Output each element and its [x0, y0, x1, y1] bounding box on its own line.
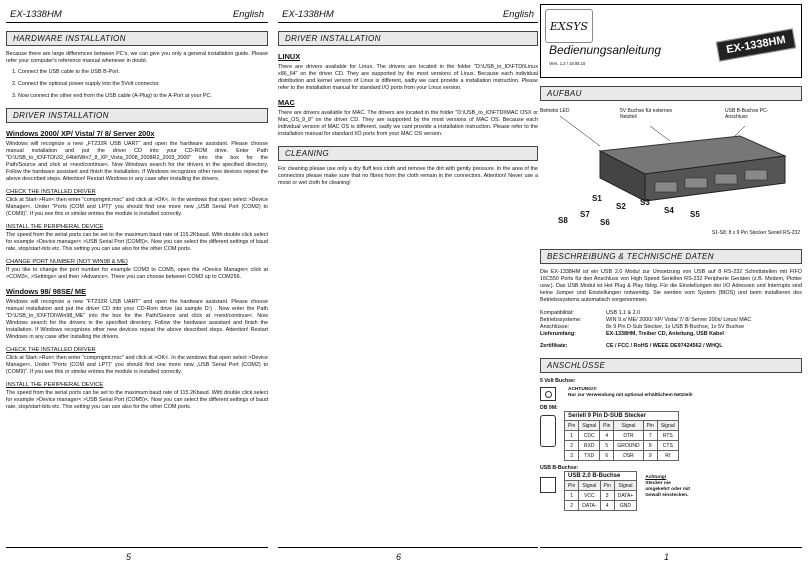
version-label: Vers. 1.2 / 18.08.15 — [549, 61, 586, 66]
usb-table-wrap — [564, 471, 637, 511]
table-cell: 4 — [600, 431, 614, 441]
table-header: Signal — [579, 421, 600, 431]
table-cell: 4 — [600, 501, 614, 511]
leader-line — [650, 126, 670, 141]
table-cell: DTR — [614, 431, 643, 441]
page-6 — [278, 0, 538, 570]
spec-key: Betriebssysteme: — [540, 317, 582, 323]
cert-row — [540, 343, 802, 350]
footer-rule — [6, 547, 268, 548]
subsection-title: Windows 98/ 98SE/ ME — [6, 287, 87, 296]
volt-block — [540, 387, 802, 401]
port-label: S1 — [592, 194, 602, 203]
subsection-title: CHANGE PORT NUMBER (NOT WIN98 & ME) — [6, 259, 128, 265]
body-text: There are drivers available for Linux. The drivers are located in the folder "D:\USB_to_IO\FTDI\Linux x86_64" on the driver CD. They are supported by the most versions of Linux. Because each individual distribution and kernel version of Linux is different, sadly we cant provide a installation instruction. Please refer to the installation manual for standard I/O ports from your Linux version. — [278, 64, 538, 91]
usb-note-title: Achtung! — [645, 475, 667, 480]
table-cell: CDC — [579, 431, 600, 441]
section-title: DRIVER INSTALLATION — [6, 108, 268, 123]
led-label: Betriebs LED — [540, 108, 570, 114]
port-connector — [685, 178, 707, 188]
body-text: Click at Start->Run< then enter "compmgmt.msc" and click at >OK<. In the windows that open select >Device Manager<. Under "Ports (COM and LPT)" you should find one more new „USB Serial Port (COM2) to (COM9)“. If you see this or similar entries the module is installed correctly. — [6, 355, 268, 375]
spec-list — [540, 310, 802, 350]
title-block — [540, 4, 802, 78]
power-label: 5V Buchse für externes Netzteil — [620, 108, 672, 120]
ports-caption: S1-S8: 8 x 9 Pin Stecker Seriell RS-232 — [711, 230, 800, 236]
usb-b-label: USB B-Buchse: — [540, 465, 579, 471]
body-text: Windows will recognize a new "FT232R USB UART" and open the hardware assistant. Please choose manual installation and put the driver CD into your CD-Rom drive (as sample D:) . Now enter the Path "D:\USB_to_IO\FTDI\Win98_ME" into the box for the Path/Source and click at >next/continue<. Now Windows search for the drivers in the specified directory. Follow the hardware assistant and finish the installation. If Windows recognizes other new devices repeat the above described steps. Attention! Restart Windows in any case after installing the drivers. — [6, 299, 268, 340]
usb-block — [540, 471, 802, 511]
table-cell: 6 — [600, 451, 614, 461]
table-header: Pin — [565, 481, 579, 491]
table-row — [565, 441, 679, 451]
spec-value: WIN 9.x/ ME/ 2000/ XP/ Vista/ 7/ 8/ Server 200x/ Linux/ MAC — [606, 317, 752, 323]
subsection-title: CHECK THE INSTALLED DRIVER — [6, 347, 96, 353]
table-cell: DSR — [614, 451, 643, 461]
table-cell: 5 — [600, 441, 614, 451]
spec-key: Kompatibilität: — [540, 310, 574, 316]
table-row — [565, 501, 637, 511]
table-row — [565, 431, 679, 441]
volt-note-title: ACHTUNG!!! — [568, 387, 597, 392]
table-row — [565, 491, 637, 501]
leader-line — [560, 116, 600, 146]
model-stamp: EX-1338HM — [716, 28, 796, 61]
spec-row — [540, 310, 802, 317]
usb-table-caption: USB 2.0 B-Buchse — [564, 471, 637, 480]
body-text: The speed from the serial ports can be set to the maximum baud rate of 115.2Kbaud. With double click select for example >Device manager< >USB Serial Port (COM5)<. Now you can select the different settings of baud rate, stop/start-bits etc. This setting you can use also for the other COM ports. — [6, 232, 268, 252]
language-label: English — [502, 9, 534, 20]
cert-value: CE / FCC / RoHS / WEEE DE97424562 / WHQL — [606, 343, 723, 349]
step-item: 3. Now connect the other end from the USB cable (A-Plug) to the A-Port at your PC. — [18, 93, 268, 100]
doc-title: Bedienungsanleitung — [549, 43, 662, 57]
table-row — [565, 451, 679, 461]
page-1 — [540, 0, 802, 570]
step-item: 1. Connect the USB cable to the USB B-Port. — [18, 69, 268, 76]
port-label: S6 — [600, 218, 610, 227]
table-cell: DATA+ — [614, 491, 637, 501]
exsys-logo: EXSYS — [545, 9, 593, 43]
page-number: 5 — [126, 552, 132, 562]
section-title: BESCHREIBUNG & TECHNISCHE DATEN — [540, 249, 802, 264]
spec-key: Lieferumfang: — [540, 331, 576, 337]
intro-text: Because there are large differences between PC's, we can give you only a general installation guide. Please refer your computer's reference manual whenever in doubt. — [6, 51, 268, 64]
model-label: EX-1338HM — [282, 9, 334, 20]
subsection-title: INSTALL THE PERIPHERAL DEVICE — [6, 224, 104, 230]
db9-connector-icon — [540, 415, 556, 447]
table-cell: 2 — [565, 441, 579, 451]
table-header: Pin — [643, 421, 657, 431]
table-header: Pin — [600, 421, 614, 431]
table-cell: 8 — [643, 441, 657, 451]
body-text: For cleaning please use only a dry fluff less cloth and remove the dirt with gently pressure. In the area of the connectors please make sure that no fibres from the cloth remain in the connectors. Attention! Never use a moist or wet cloth for cleaning! — [278, 166, 538, 186]
subsection-title: CHECK THE INSTALLED DRIVER — [6, 189, 96, 195]
subsection-title: MAC — [278, 98, 295, 107]
usb-note-text: Stecker nie umgekehrt oder mit Gewalt einstecken. — [645, 481, 691, 498]
usb-pin-table — [564, 480, 637, 511]
table-cell: TXD — [579, 451, 600, 461]
step-item: 2. Connect the optional power supply into the 5Volt connector. — [18, 81, 268, 88]
table-header: Signal — [614, 481, 637, 491]
port-label: S3 — [640, 198, 650, 207]
page-number: 1 — [664, 552, 670, 562]
subsection-title: INSTALL THE PERIPHERAL DEVICE — [6, 382, 104, 388]
page-header — [6, 0, 268, 23]
table-header: Signal — [579, 481, 600, 491]
page-header — [278, 0, 538, 23]
table-cell: GROUND — [614, 441, 643, 451]
table-header: Signal — [657, 421, 678, 431]
table-cell: 7 — [643, 431, 657, 441]
device-figure — [540, 106, 802, 241]
table-header: Signal — [614, 421, 643, 431]
table-cell: 3 — [600, 491, 614, 501]
footer-rule — [540, 547, 802, 548]
spec-value: EX-1338HM, Treiber CD, Anleitung, USB Kabel — [606, 331, 724, 337]
volt-warning — [568, 387, 693, 401]
port-label: S5 — [690, 210, 700, 219]
body-text: The speed from the serial ports can be set to the maximum baud rate of 115.2Kbaud. With double click select for example >Device manager< >USB Serial Port (COM5)<. Now you can select the different settings of baud rate, stop/start-bits etc. This setting you can use also for the other COM ports. — [6, 390, 268, 410]
table-header: Pin — [600, 481, 614, 491]
volt-label: 5 Volt Buchse: — [540, 378, 576, 384]
cert-key: Zertifikate: — [540, 343, 568, 349]
db9-table-wrap — [564, 411, 679, 461]
body-text: Click at Start->Run< then enter "compmgmt.msc" and click at >OK<. In the windows that open select >Device Manager<. Under "Ports (COM and LPT)" you should find one more new „USB Serial Port (COM2) to (COM9)“. If you see this or similar entries the module is installed correctly. — [6, 197, 268, 217]
section-title: HARDWARE INSTALLATION — [6, 31, 268, 46]
db9-pin-table — [564, 420, 679, 461]
section-title: ANSCHLÜSSE — [540, 358, 802, 373]
section-title: DRIVER INSTALLATION — [278, 31, 538, 46]
table-cell: GND — [614, 501, 637, 511]
body-text: There are drivers available for MAC. The drivers are located in the folder "D:\USB_to_IO\FTDI\MAC OSX or Mac_OS_9_8" on the driver CD. They are supported by the most versions of MAC OS. Because each individual version of MAC OS is different, sadly we cant provide a installation instruction. Please refer to the installation manual for standard I/O ports from your MAC OS version. — [278, 110, 538, 137]
subsection-title: Windows 2000/ XP/ Vista/ 7/ 8/ Server 200x — [6, 129, 155, 138]
db9-table-caption: Seriell 9 Pin D-SUB Stecker — [564, 411, 679, 420]
table-cell: 2 — [565, 501, 579, 511]
spec-key: Anschlüsse: — [540, 324, 570, 330]
spec-row — [540, 317, 802, 324]
port-label: S4 — [664, 206, 674, 215]
volt-note-text: Nur zur Verwendung mit optional erhältlichem Netzteil! — [568, 393, 693, 398]
table-cell: 1 — [565, 431, 579, 441]
section-title: AUFBAU — [540, 86, 802, 101]
usb-warning — [645, 475, 693, 511]
table-cell: 3 — [565, 451, 579, 461]
page-5 — [6, 0, 268, 570]
spec-value: USB 1.1 & 2.0 — [606, 310, 641, 316]
footer-rule — [278, 547, 538, 548]
body-text: If you like to change the port number for example COM3 to COM5, open the >Device Manager< click at >COM3<, >Settings< and then >Advance<. There you can choose between COM3 up to COM256. — [6, 267, 268, 280]
spec-row — [540, 331, 802, 338]
port-connector — [715, 174, 737, 184]
port-label: S2 — [616, 202, 626, 211]
table-cell: CTS — [657, 441, 678, 451]
port-connector — [745, 170, 767, 180]
table-cell: 9 — [643, 451, 657, 461]
install-steps — [6, 69, 268, 100]
table-header: Pin — [565, 421, 579, 431]
port-label: S8 — [558, 216, 568, 225]
body-text: Die EX-1338HM ist ein USB 2.0 Modul zur Umsetzung von USB auf 8 RS-232 Schnittstellen mit FIFO 16C550 Ports für den Anschluss von High Speed Seriellen RS-232 Peripherie Geräten (z.B. Modem, Plotter usw.). Das USB Modul ist Hot Plug & Play fähig. Für die Einstellungen der I/O Adressen und Interrupts sind keine Jumper und Einstellungen notwendig. Sie werden vom System (BIOS) und beim installieren des Betriebssystems automatisch vorgenommen. — [540, 269, 802, 303]
table-cell: DATA- — [579, 501, 600, 511]
spec-value: 8x 9 Pin D-Sub Stecker, 1x USB B-Buchse, 1x 5V Buchse — [606, 324, 745, 330]
table-cell: 1 — [565, 491, 579, 501]
language-label: English — [232, 9, 264, 20]
table-cell: VCC — [579, 491, 600, 501]
device-illustration — [540, 106, 802, 241]
table-cell: RTS — [657, 431, 678, 441]
port-connector — [655, 182, 677, 192]
page-number: 6 — [396, 552, 402, 562]
table-cell: RXD — [579, 441, 600, 451]
db9-block — [540, 411, 802, 461]
body-text: Windows will recognize a new „FT232R USB UART“ and open the hardware assistant. Please choose manual installation and put the driver CD into your CD-ROM drive. Enter Path "D:\USB_to_IO\FTDI\32_64bit\Win7_8_XP_Vista_2008_2008R2_2003_2000" into the box for the Path/Source and click at >next/continue<. Now Windows search for the drivers in the specified directory. Follow the hardware assistant and finish the installation. If Windows recognizes other new devices repeat the above described steps. Attention! Restart Windows in any case after installing the drivers. — [6, 141, 268, 182]
spec-row — [540, 324, 802, 331]
subsection-title: LINUX — [278, 52, 301, 61]
model-label: EX-1338HM — [10, 9, 62, 20]
db9-label: DB 9M: — [540, 405, 558, 411]
usb-label: USB B-Buchse PC-Anschluss — [725, 108, 769, 120]
power-jack-icon — [540, 387, 556, 401]
table-cell: RI — [657, 451, 678, 461]
port-label: S7 — [580, 210, 590, 219]
usb-b-icon — [540, 477, 556, 493]
section-title: CLEANING — [278, 146, 538, 161]
